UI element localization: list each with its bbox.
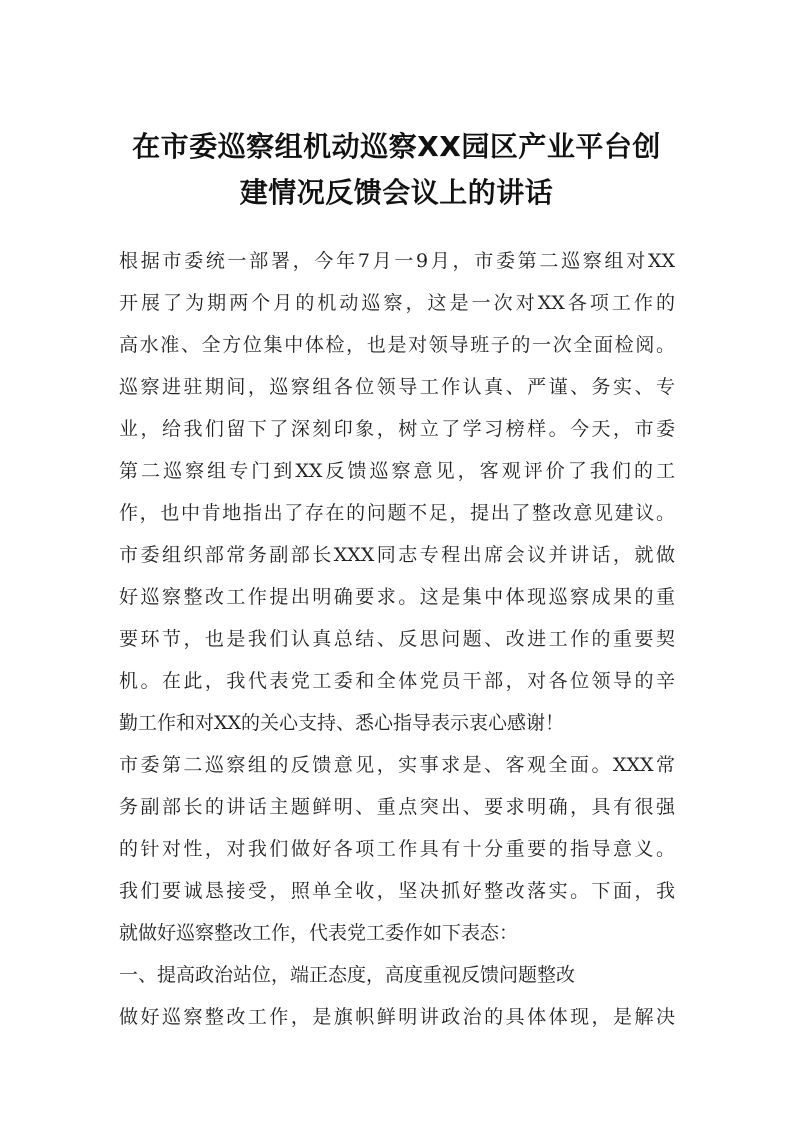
body-text-line: 根据市委统一部署，今年7月一9月，市委第二巡察组对XX [119, 250, 675, 272]
body-text-line: 做好巡察整改工作，是旗帜鲜明讲政治的具体体现，是解决 [119, 1006, 675, 1028]
body-text-line: 市委组织部常务副部长XXX同志专程出席会议并讲话，就做 [119, 544, 675, 566]
body-text-line: 我们要诚恳接受，照单全收，坚决抓好整改落实。下面，我 [119, 880, 675, 902]
section-heading-1: 一、提高政治站位，端正态度，高度重视反馈问题整改 [119, 964, 576, 986]
document-title-line-2: 建情况反馈会议上的讲话 [239, 176, 554, 209]
document-title-line-1: 在市委巡察组机动巡察XX园区产业平台创 [132, 130, 661, 163]
body-text-line: 作，也中肯地指出了存在的问题不足，提出了整改意见建议。 [119, 502, 675, 524]
body-text-line: 的针对性，对我们做好各项工作具有十分重要的指导意义。 [119, 838, 675, 860]
body-text-line: 业，给我们留下了深刻印象，树立了学习榜样。今天，市委 [119, 418, 675, 440]
body-text-line: 开展了为期两个月的机动巡察，这是一次对XX各项工作的 [119, 292, 675, 314]
body-text-line: 巡察进驻期间，巡察组各位领导工作认真、严谨、务实、专 [119, 376, 675, 398]
body-text-line: 机。在此，我代表党工委和全体党员干部，对各位领导的辛 [119, 670, 675, 692]
body-text-line: 勤工作和对XX的关心支持、悉心指导表示衷心感谢！ [119, 712, 565, 734]
body-text-line: 市委第二巡察组的反馈意见，实事求是、客观全面。XXX常 [119, 754, 675, 776]
body-text-line: 就做好巡察整改工作，代表党工委作如下表态： [119, 922, 519, 944]
body-text-line: 第二巡察组专门到XX反馈巡察意见，客观评价了我们的工 [119, 460, 675, 482]
body-text-line: 高水准、全方位集中体检，也是对领导班子的一次全面检阅。 [119, 334, 675, 356]
body-text-line: 好巡察整改工作提出明确要求。这是集中体现巡察成果的重 [119, 586, 675, 608]
body-text-line: 务副部长的讲话主题鲜明、重点突出、要求明确，具有很强 [119, 796, 675, 818]
body-text-line: 要环节，也是我们认真总结、反思问题、改进工作的重要契 [119, 628, 675, 650]
